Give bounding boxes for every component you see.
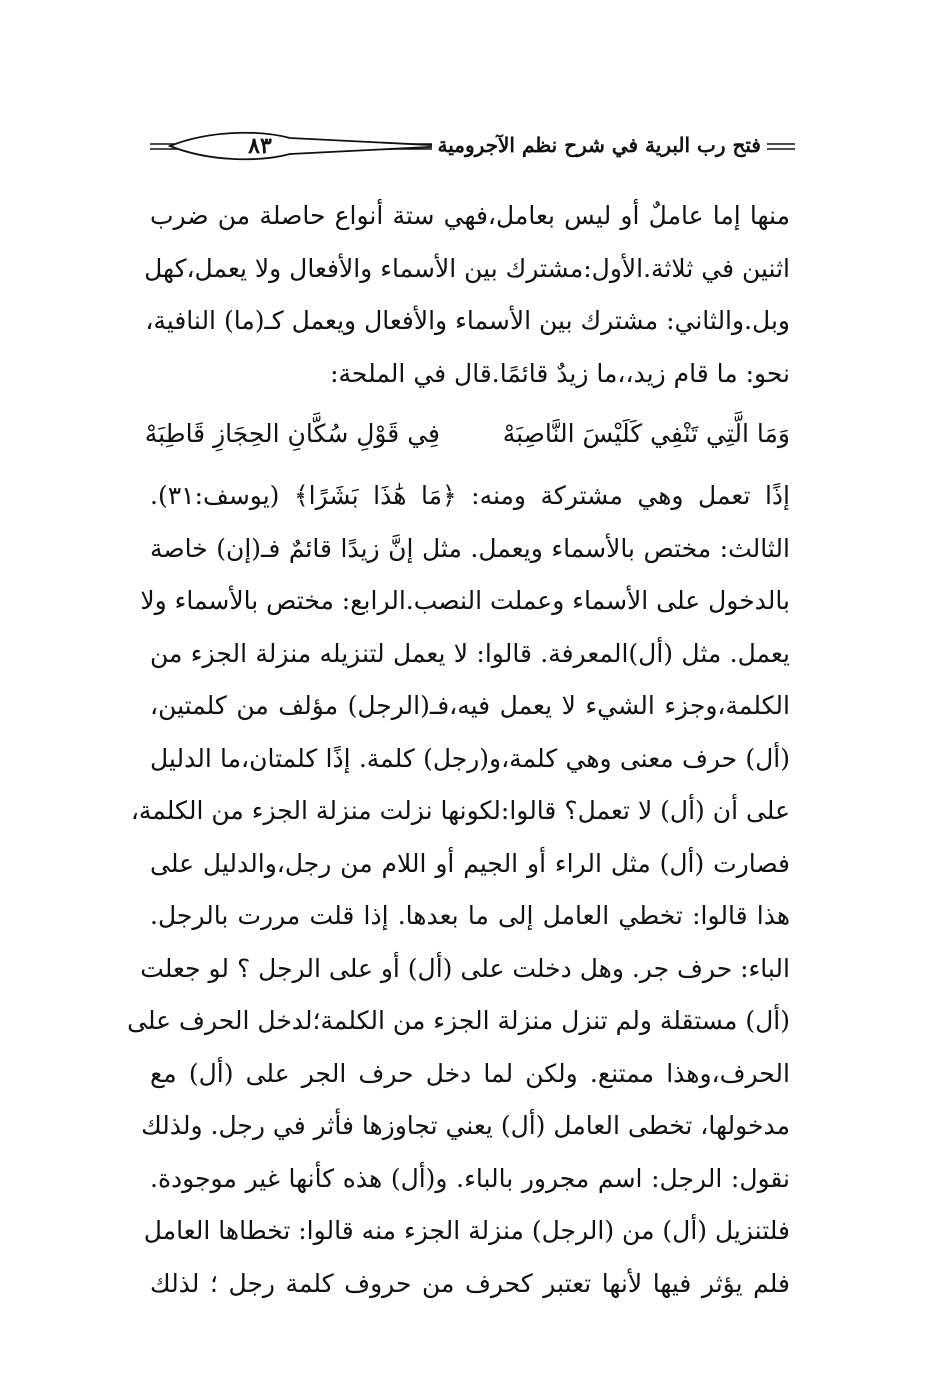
text-line: يعمل. مثل (أل)المعرفة. قالوا: لا يعمل لتنزيله منزلة الجزء من: [150, 638, 790, 668]
header-title: فتح رب البرية في شرح نظم الآجرومية: [432, 133, 768, 157]
verse-second-hemistich: فِي قَوْلِ سُكَّانِ الحِجَازِ قَاطِبَهْ: [144, 419, 440, 448]
text-line: الحرف،وهذا ممتنع. ولكن لما دخل حرف الجر على (أل) مع: [150, 1058, 790, 1088]
text-line: على أن (أل) لا تعمل؟ قالوا:لكونها نزلت منزلة الجزء من الكلمة،: [130, 796, 790, 825]
text-line: منها إما عاملٌ أو ليس بعامل،فهي ستة أنواع حاصلة من ضرب: [150, 201, 790, 230]
text-line: نحو: ما قام زيد،،ما زيدٌ قائمًا.قال في الملحة:: [330, 358, 790, 388]
text-line: (أل) حرف معنى وهي كلمة،و(رجل) كلمة. إذًا كلمتان،ما الدليل: [150, 743, 790, 773]
page-number: ٨٣: [248, 133, 272, 159]
poetry-verse: [144, 408, 790, 460]
text-line: فلتنزيل (أل) من (الرجل) منزلة الجزء منه قالوا: تخطاها العامل: [143, 1216, 790, 1245]
paragraph-intro: [144, 190, 790, 400]
text-line: نقول: الرجل: اسم مجرور بالباء. و(أل) هذه كأنها غير موجودة.: [150, 1163, 790, 1193]
text-line: الثالث: مختص بالأسماء ويعمل. مثل إنَّ زيدًا قائمٌ فـ(إن) خاصة: [150, 533, 790, 563]
text-line: مدخولها، تخطى العامل (أل) يعني تجاوزها فأثر في رجل. ولذلك: [141, 1111, 790, 1140]
text-line: هذا قالوا: تخطي العامل إلى ما بعدها. إذا قلت مررت بالرجل.: [150, 901, 790, 930]
text-line: إذًا تعمل وهي مشتركة ومنه: ﴿مَا هَٰذَا بَشَرًا﴾ (يوسف:٣١).: [150, 481, 790, 510]
running-header: [150, 128, 795, 168]
text-line: اثنين في ثلاثة.الأول:مشترك بين الأسماء والأفعال ولا يعمل،كهل: [144, 253, 790, 283]
text-line: الكلمة،وجزء الشيء لا يعمل فيه،فـ(الرجل) مؤلف من كلمتين،: [150, 691, 790, 720]
text-line: (أل) مستقلة ولم تنزل منزلة الجزء من الكلمة؛لدخل الحرف على: [127, 1006, 790, 1035]
text-line: فصارت (أل) مثل الراء أو الجيم أو اللام من رجل،والدليل على: [150, 848, 790, 878]
text-line: بالدخول على الأسماء وعملت النصب.الرابع: مختص بالأسماء ولا: [140, 586, 790, 615]
text-line: الباء: حرف جر. وهل دخلت على (أل) أو على الرجل ؟ لو جعلت: [140, 953, 790, 983]
text-line: وبل.والثاني: مشترك بين الأسماء والأفعال ويعمل كـ(ما) النافية،: [145, 306, 790, 335]
verse-first-hemistich: وَمَا الَّتِي تَنْفِي كَلَيْسَ النَّاصِبَهْ: [502, 419, 790, 448]
paragraph-main: [127, 470, 790, 1310]
text-line: فلم يؤثر فيها لأنها تعتبر كحرف من حروف كلمة رجل ؛ لذلك: [150, 1268, 790, 1298]
